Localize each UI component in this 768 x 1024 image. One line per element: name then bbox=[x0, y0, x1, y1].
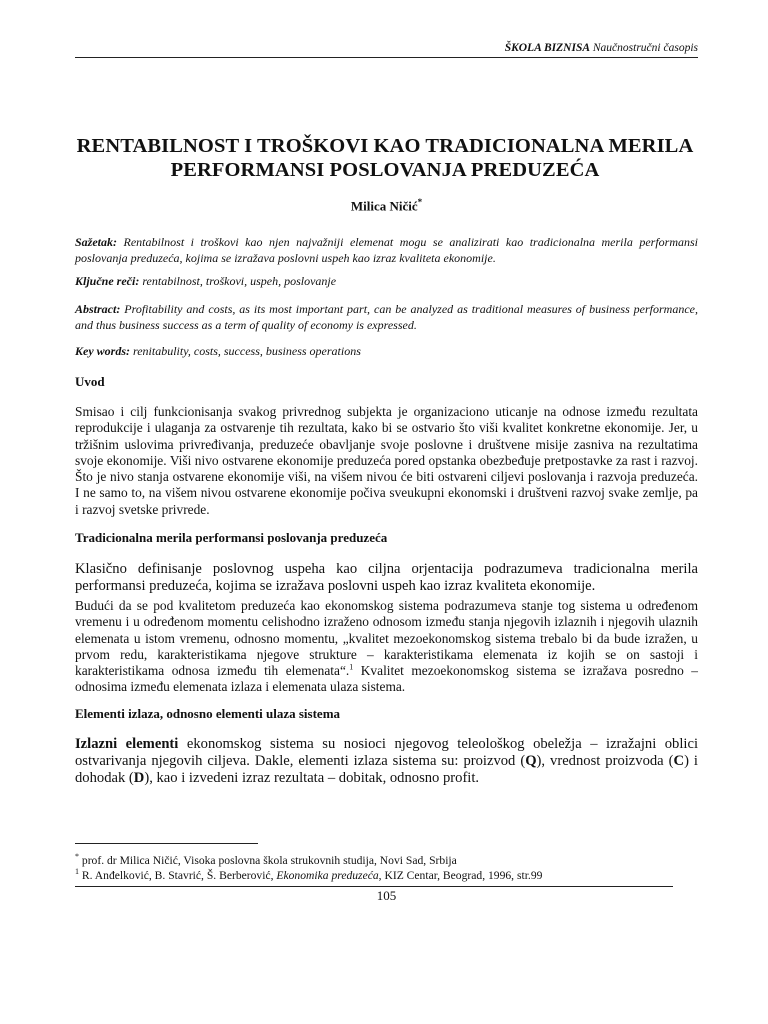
keywords-english-label: Key words: bbox=[75, 344, 130, 358]
journal-name: ŠKOLA BIZNISA bbox=[504, 42, 591, 54]
paragraph-elements bbox=[75, 736, 698, 787]
running-header bbox=[75, 42, 698, 54]
title-line-1: RENTABILNOST I TROŠKOVI KAO TRADICIONALNA MERILA bbox=[76, 135, 694, 157]
header-rule bbox=[75, 57, 698, 58]
section-heading-uvod: Uvod bbox=[75, 374, 105, 389]
article-title bbox=[60, 134, 710, 182]
abstract-english bbox=[75, 302, 698, 333]
author-name bbox=[75, 197, 698, 214]
footnote-1-publisher: , KIZ Centar, Beograd, 1996, str.99 bbox=[378, 868, 543, 882]
abstract-serbian-label: Sažetak: bbox=[75, 235, 117, 249]
term-output-elements: Izlazni elementi bbox=[75, 736, 179, 752]
footnote-author-text: prof. dr Milica Ničić, Visoka poslovna škola strukovnih studija, Novi Sad, Srbija bbox=[79, 853, 457, 867]
page-number: 105 bbox=[376, 888, 397, 903]
footnote-1 bbox=[75, 864, 698, 883]
symbol-c: C bbox=[673, 753, 685, 769]
symbol-q: Q bbox=[525, 753, 537, 769]
author-text: Milica Ničić bbox=[350, 198, 418, 214]
footnote-author-mark: * bbox=[75, 852, 79, 861]
keywords-serbian bbox=[75, 274, 698, 290]
footnote-1-authors: R. Anđelković, B. Stavrić, Š. Berberović, bbox=[79, 868, 277, 882]
symbol-d: D bbox=[133, 770, 145, 786]
footnote-rule bbox=[75, 843, 258, 844]
footnote-ref-1: 1 bbox=[349, 662, 354, 672]
keywords-english-text: renitabulity, costs, success, business operations bbox=[130, 344, 361, 358]
paragraph-traditional-1: Klasično definisanje poslovnog uspeha kao ciljna orjentacija podrazumeva tradicionalna merila performansi preduzeća, kojima se izražava poslovni uspeh kao izraz kvaliteta ekonomije. bbox=[75, 561, 698, 594]
paragraph-traditional-2-part-b: Kvalitet mezoekonomskog sistema se izražava posredno – odnosima između elemenata izlaza i elemenata ulaza sistema. bbox=[75, 663, 698, 695]
section-heading-traditional-measures: Tradicionalna merila performansi poslovanja preduzeća bbox=[75, 530, 388, 545]
footnote-1-book-title: Ekonomika preduzeća bbox=[276, 868, 379, 882]
journal-subtitle: Naučnostručni časopis bbox=[592, 42, 698, 54]
author-footnote-mark: * bbox=[417, 197, 423, 207]
section-heading-elements: Elementi izlaza, odnosno elementi ulaza sistema bbox=[75, 706, 341, 721]
abstract-serbian bbox=[75, 235, 698, 266]
elements-text-3: ) i dohodak ( bbox=[75, 753, 698, 786]
paragraph-uvod: Smisao i cilj funkcionisanja svakog privrednog subjekta je organizaciono uticanje na odnose između rezultata reprodukcije i ulaganja za ostvarenje tih rezultata, kako bi se ostvario što viši kvalitet konkretne ekonomije. Jer, u tržišnim uslovima privređivanja, preduzeće obavljanje svoje poslovne i društvene misije zasniva na rezultatima svoje ekonomije. Viši nivo ostvarene ekonomije preduzeća pored opstanka obezbeđuje pretpostavke za rast i razvoj. Što je nivo stanja ostvarene ekonomije viši, na višem nivou će biti ostvareni ciljevi poslovanja i razvoja preduzeća. I ne samo to, na višem nivou ostvarene ekonomije počiva sveukupni ekonomski i društveni razvoj svake zemlje, pa i razvoj svetske privrede. bbox=[75, 404, 698, 517]
title-line-2: PERFORMANSI POSLOVANJA PREDUZEĆA bbox=[170, 159, 600, 181]
abstract-english-text: Profitability and costs, as its most important part, can be analyzed as traditional measures of business performance, and thus business success as a term of quality of economy is expressed. bbox=[75, 302, 698, 332]
paragraph-traditional-2-part-a: Budući da se pod kvalitetom preduzeća kao ekonomskog sistema podrazumeva stanje tog sistema u određenom vremenu i u određenom momentu celishodno izraženo odnosom između stanja njegovih izlaznih i njegovih ulaznih elemenata u istom vremenu, odnosno momentu, „kvalitet mezoekonomskog sistema trebalo bi da bude izražen, u prvom redu, karakteristikama njegove strukture – karakteristikama elemenata iz kojih se on sastoji i karakteristikama odnosa između tih elemenata“. bbox=[75, 598, 698, 679]
elements-text-2: ), vrednost proizvoda ( bbox=[536, 753, 674, 769]
keywords-english bbox=[75, 344, 698, 360]
abstract-english-label: Abstract: bbox=[75, 302, 121, 316]
paragraph-traditional-2 bbox=[75, 598, 698, 696]
footer-rule bbox=[75, 886, 673, 887]
keywords-serbian-label: Ključne reči: bbox=[75, 274, 140, 288]
elements-text-1: ekonomskog sistema su nosioci njegovog teleološkog obeležja – izražajni oblici ostvarivanja njegovih ciljeva. Dakle, elementi izlaza sistema su: proizvod ( bbox=[75, 736, 699, 769]
keywords-serbian-text: rentabilnost, troškovi, uspeh, poslovanje bbox=[139, 274, 337, 288]
footnote-1-mark: 1 bbox=[75, 867, 79, 876]
abstract-serbian-text: Rentabilnost i troškovi kao njen najvažniji elemenat mogu se analizirati kao tradicionalna merila performansi poslovanja preduzeća, kojima se izražava poslovni uspeh kao izraz kvaliteta ekonomije. bbox=[75, 235, 698, 265]
elements-text-4: ), kao i izvedeni izraz rezultata – dobitak, odnosno profit. bbox=[144, 770, 480, 786]
